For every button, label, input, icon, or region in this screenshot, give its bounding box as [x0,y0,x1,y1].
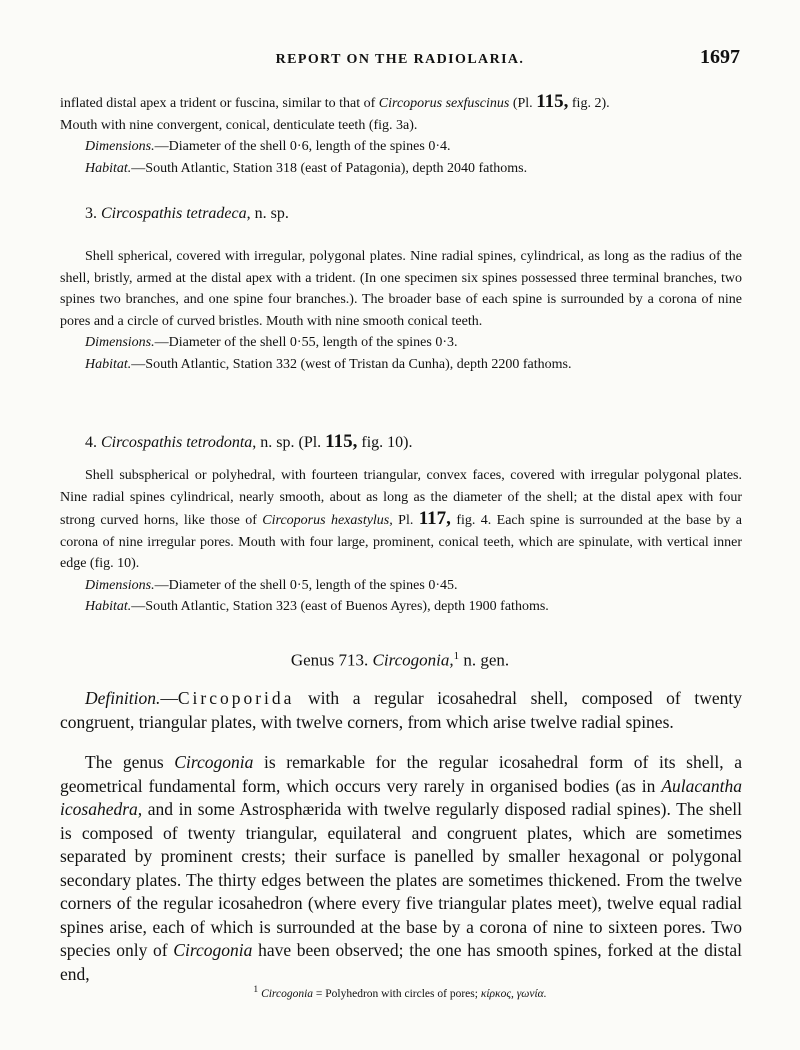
page-number: 1697 [700,46,740,68]
footnote: $^1$ Circogonia = Polyhedron with circles of pores; κίρκος, γωνία. [253,984,547,1000]
species-3-description: Shell spherical, covered with irregular, polygonal plates. Nine radial spines, cylindrical, as long as the radius of the shell, bristly, armed at the distal apex with a trident. (In one specimen six spines possessed three terminal branches, two spines two branches, and one spine four branches.). The broader base of each spine is surrounded by a corona of nine pores and a circle of curved bristles. Mouth with nine smooth conical teeth. [60,249,742,329]
species-3-block [60,246,742,375]
prev-species-line1: inflated distal apex a trident or fuscina, similar to that of Circoporus sexfuscinus (Pl. 115, fig. 2). [60,91,610,112]
genus-definition-block [60,687,742,734]
running-head: REPORT ON THE RADIOLARIA. [275,52,525,67]
species-4-description: Shell subspherical or polyhedral, with fourteen triangular, convex faces, covered with irregular polygonal plates. Nine radial spines cylindrical, nearly smooth, about as long as the diameter of the shell; at the distal apex with four strong curved horns, like those of Circoporus hexastylus, Pl. 117, fig. 4. Each spine is surrounded at the base by a corona of nine irregular pores. Mouth with four large, prominent, conical teeth, which are spinulate, with vertical inner edge (fig. 10). [60,468,742,571]
species-4-dimensions: Dimensions.—Diameter of the shell 0·5, length of the spines 0·45. [85,577,458,593]
prev-species-line2: Mouth with nine convergent, conical, denticulate teeth (fig. 3a). [60,117,418,133]
species-4-habitat: Habitat.—South Atlantic, Station 323 (east of Buenos Ayres), depth 1900 fathoms. [85,599,549,614]
prev-species-block [60,91,742,179]
species-4-block [60,465,742,618]
prev-species-dimensions: Dimensions.—Diameter of the shell 0·6, length of the spines 0·4. [85,139,451,154]
genus-body: The genus Circogonia is remarkable for the regular icosahedral form of its shell, a geometrical fundamental form, which occurs very rarely in organised bodies (as in Aulacantha icosahedra, and in some Astrosphærida with twelve regularly disposed radial spines). The shell is composed of twenty triangular, equilateral and congruent plates, which are sometimes separated by prominent crests; their surface is panelled by smaller hexagonal or polygonal secondary plates. The thirty edges between the plates are sometimes thickened. From the twelve corners of the regular icosahedron (where every five triangular plates meet), twelve equal radial spines arise, each of which is surrounded at the base by a corona of nine to sixteen pores. Two species only of Circogonia have been observed; the one has smooth spines, forked at the distal end, [60,752,742,984]
page-header [0,44,800,74]
genus-heading: Genus 713. Circogonia,$^1$ n. gen. [290,650,510,670]
species-3-habitat: Habitat.—South Atlantic, Station 332 (west of Tristan da Cunha), depth 2200 fathoms. [85,356,572,372]
genus-definition: Definition.—Circoporida with a regular icosahedral shell, composed of twenty congruent, triangular plates, with twelve corners, from which arise twelve radial spines. [60,688,742,732]
species-3-heading: 3. Circospathis tetradeca, n. sp. [85,205,289,222]
species-3-dimensions: Dimensions.—Diameter of the shell 0·55, length of the spines 0·3. [85,335,458,350]
prev-species-habitat: Habitat.—South Atlantic, Station 318 (east of Patagonia), depth 2040 fathoms. [85,160,528,176]
species-4-heading: 4. Circospathis tetrodonta, n. sp. (Pl. 115, fig. 10). [85,431,413,452]
footnote-ref: 1 [453,650,460,662]
genus-body-block [60,751,742,986]
